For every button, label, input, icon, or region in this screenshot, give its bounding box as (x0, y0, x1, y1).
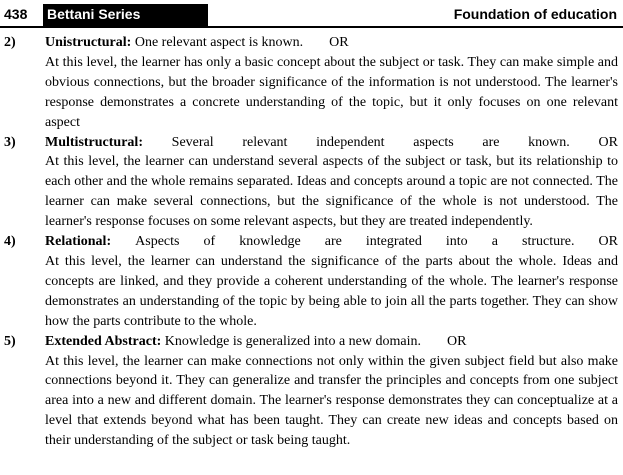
definition-word: are (482, 134, 500, 150)
definition-word: Aspects (135, 234, 180, 250)
item-definition: One relevant aspect is known. (134, 35, 304, 50)
series-title: Bettani Series (47, 6, 141, 22)
definition-word: independent (316, 134, 385, 150)
item-term: Unistructural: (45, 35, 132, 50)
definition-word: integrated (365, 234, 422, 250)
definition-word: known. (528, 134, 570, 150)
or-label: OR (329, 35, 349, 50)
solo-levels-list (0, 33, 623, 451)
or-label: OR (598, 134, 618, 150)
item-description: At this level, the learner can make connections not only within the given subject field but also make connections beyond it. They can generalize and transfer the principles and concepts from one subject area into a new and different domain. The learner's response demonstrates they can conceptualize at a level that extends beyond what has been taught. They can create new ideas and concepts based on their understanding of the subject or task being taught. (45, 353, 618, 449)
page-header (0, 4, 623, 28)
item-number: 2) (4, 35, 16, 50)
item-term: Extended Abstract: (45, 333, 162, 349)
item-term: Relational: (45, 234, 112, 250)
definition-word: Several (171, 134, 214, 150)
list-item-relational (0, 232, 623, 332)
definition-word: relevant (242, 134, 288, 150)
definition-word: structure. (522, 234, 575, 250)
item-heading-line (45, 133, 618, 153)
item-number: 4) (4, 234, 16, 250)
item-heading-line (45, 332, 618, 352)
or-label: OR (598, 234, 618, 250)
item-heading-line (45, 33, 618, 53)
list-item-unistructural (0, 33, 623, 133)
definition-word: a (491, 234, 498, 250)
item-description: At this level, the learner can understand the significance of the parts about the whole. Ideas and concepts are linked, and they provide a coherent understanding of the whole. The learner's response demonstrates an understanding of the topic by being able to join all the parts together. They can show how the parts contribute to the whole. (45, 253, 618, 329)
item-description: At this level, the learner can understand several aspects of the subject or task, but its relationship to each other and the whole remains separated. Ideas and concepts around a topic are not connected. The learner can make several connections, but the significance of the whole is not understood. The learner's response focuses on some relevant aspects, but they are treated independently. (45, 154, 618, 230)
series-banner (43, 4, 208, 26)
item-heading-line (45, 232, 618, 252)
item-description: At this level, the learner has only a basic concept about the subject or task. They can make simple and obvious connections, but the broader significance of the information is not understood. The learner's response demonstrates a concrete understanding of the topic, but it only focuses on one relevant aspect (45, 54, 618, 130)
or-label: OR (446, 333, 467, 349)
item-term: Multistructural: (45, 134, 143, 150)
item-definition: Knowledge is generalized into a new domain. (164, 333, 421, 349)
list-item-extended-abstract (0, 332, 623, 451)
definition-word: knowledge (239, 234, 301, 250)
definition-word: are (324, 234, 342, 250)
page-number: 438 (4, 6, 28, 22)
item-number: 5) (4, 333, 16, 349)
definition-word: aspects (413, 134, 454, 150)
definition-word: into (445, 234, 468, 250)
list-item-multistructural (0, 133, 623, 233)
chapter-title: Foundation of education (453, 6, 617, 22)
item-number: 3) (4, 134, 16, 150)
definition-word: of (203, 234, 216, 250)
